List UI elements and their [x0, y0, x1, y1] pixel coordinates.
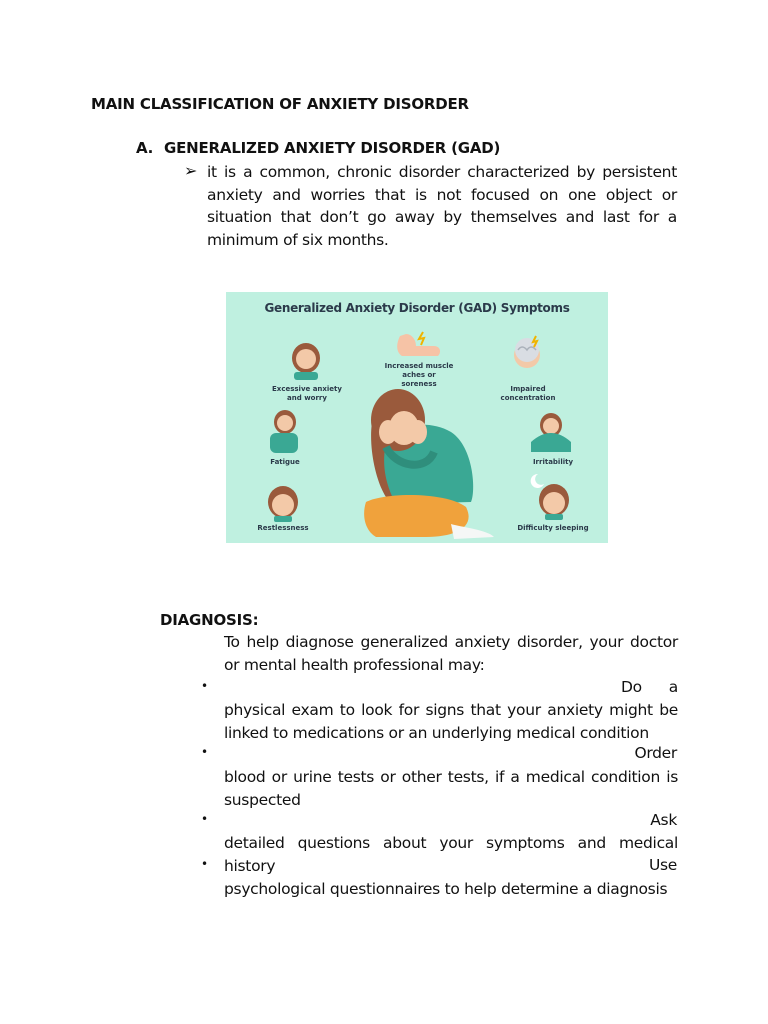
diagnosis-item-text: psychological questionnaires to help determine a diagnosis — [224, 880, 668, 898]
arrow-bullet-icon: ➢ — [184, 161, 198, 180]
bullet-icon: • — [201, 745, 209, 759]
diagnosis-item-text: detailed questions about your symptoms and medical history — [224, 834, 678, 875]
gad-symptoms-figure — [226, 292, 608, 543]
label-fatigue: Fatigue — [270, 458, 300, 466]
section-letter: A. — [136, 139, 154, 157]
figure-illustration — [226, 292, 608, 543]
diagnosis-item-text: blood or urine tests or other tests, if a medical condition is suspected — [224, 768, 678, 809]
item-keyword-do: Do — [621, 678, 642, 696]
item-keyword — [621, 678, 678, 696]
bullet-icon: • — [201, 857, 209, 871]
label-excessive-anxiety: Excessive anxiety and worry — [272, 385, 342, 402]
sleepless-person-icon — [531, 474, 569, 520]
brain-head-icon — [514, 336, 540, 368]
gad-description: it is a common, chronic disorder characterized by persistent anxiety and worries that is not focused on one object or situation that don’t go away by themselves and last for a minimum of six months. — [207, 163, 677, 249]
item-keyword: Ask — [650, 811, 677, 829]
irritated-person-icon — [531, 413, 571, 452]
label-impaired-concentration: Impaired concentration — [500, 385, 556, 402]
section-heading-text: GENERALIZED ANXIETY DISORDER (GAD) — [164, 139, 501, 157]
bullet-icon: • — [201, 812, 209, 826]
sore-arm-icon — [397, 332, 440, 356]
anxious-woman-illustration — [364, 389, 494, 539]
document-title: MAIN CLASSIFICATION OF ANXIETY DISORDER — [91, 95, 469, 113]
diagnosis-item-text: physical exam to look for signs that your anxiety might be linked to medications or an underlying medical condition — [224, 701, 678, 742]
label-restlessness: Restlessness — [257, 524, 309, 532]
worried-person-icon — [292, 343, 320, 380]
label-difficulty-sleeping: Difficulty sleeping — [517, 524, 589, 532]
tired-person-icon — [270, 410, 298, 453]
item-keyword: Order — [634, 744, 677, 762]
item-keyword-a: a — [668, 678, 678, 696]
section-heading — [136, 139, 500, 157]
restless-person-icon — [268, 486, 298, 522]
diagnosis-heading: DIAGNOSIS: — [160, 611, 259, 629]
diagnosis-intro: To help diagnose generalized anxiety disorder, your doctor or mental health professional may: — [224, 633, 678, 674]
label-muscle-aches: Increased muscle aches or soreness — [384, 362, 454, 388]
bullet-icon: • — [201, 679, 209, 693]
figure-title: Generalized Anxiety Disorder (GAD) Symptoms — [264, 301, 570, 315]
label-irritability: Irritability — [532, 458, 574, 466]
item-keyword: Use — [648, 856, 677, 874]
